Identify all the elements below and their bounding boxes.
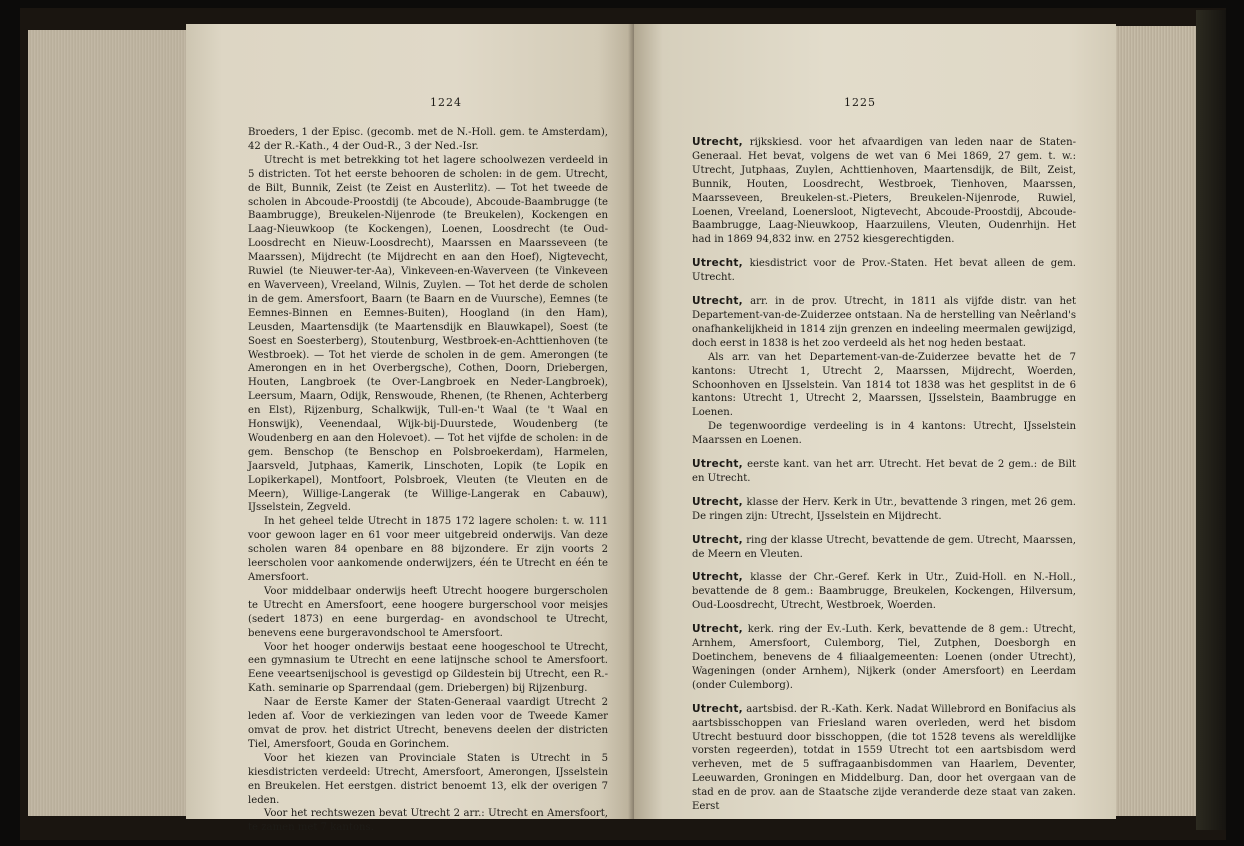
paragraph: Als arr. van het Departement-van-de-Zuiderzee bevatte het de 7 kantons: Utrecht 1, Utrecht 2, Maarssen, Mijdrecht, Woerden, Schoonhoven en IJsselstein. Van 1814 tot 1838 was het gesplitst in de 6 kantons: Utrecht 1, Utrecht 2, Maarssen, IJsselstein, Baambrugge en Loenen. <box>692 351 1076 419</box>
dictionary-entry <box>692 295 1076 351</box>
paragraph: Voor het kiezen van Provinciale Staten is Utrecht in 5 kiesdistricten verdeeld: Utrecht, Amersfoort, Amerongen, IJsselstein en Breukelen. Het eerstgen. district benoemt 13, elk der overigen 7 leden. <box>248 752 608 806</box>
left-page-text <box>248 126 608 835</box>
entry-headword: Utrecht, <box>692 702 743 715</box>
entry-text: kerk. ring der Ev.-Luth. Kerk, bevattende de 8 gem.: Utrecht, Arnhem, Amersfoort, Culemborg, Tiel, Zutphen, Doesborgh en Doetinchem, benevens de 4 filiaalgemeenten: Loenen (onder Utrecht), Wageningen (onder Arnhem), Nijkerk (onder Amersfoort) en Leerdam (onder Culemborg). <box>692 624 1076 691</box>
entry-text: eerste kant. van het arr. Utrecht. Het bevat de 2 gem.: de Bilt en Utrecht. <box>692 459 1076 484</box>
entry-headword: Utrecht, <box>692 136 743 148</box>
entry-headword: Utrecht, <box>692 533 743 546</box>
dictionary-entry <box>692 458 1076 486</box>
entry-text: ring der klasse Utrecht, bevattende de gem. Utrecht, Maarssen, de Meern en Vleuten. <box>692 534 1076 560</box>
page-number: 1224 <box>430 96 462 109</box>
paragraph: De tegenwoordige verdeeling is in 4 kantons: Utrecht, IJsselstein Maarssen en Loenen. <box>692 421 1076 447</box>
entry-text: rijkskiesd. voor het afvaardigen van leden naar de Staten-Generaal. Het bevat, volgens de wet van 6 Mei 1869, 27 gem. t. w.: Utrecht, Jutphaas, Zuylen, Achttienhoven, Maartensdijk, de Bilt, Zeist, Bunnik, Houten, Loosdrecht, Westbroek, Tienhoven, Maarssen, Maarsseveen, Breukelen-st.-Pieters, Breukelen-Nijenrode, Ruwiel, Loenen, Vreeland, Loenersloot, Nigtevecht, Abcoude-Proostdij, Abcoude-Baambrugge, Laag-Nieuwkoop, Haarzuilens, Vleuten, Oudenrhijn. Het had in 1869 94,832 inw. en 2752 kiesgerechtigden. <box>692 137 1076 246</box>
entry-text: kiesdistrict voor de Prov.-Staten. Het bevat alleen de gem. Utrecht. <box>692 258 1076 284</box>
paragraph: Naar de Eerste Kamer der Staten-Generaal vaardigt Utrecht 2 leden af. Voor de verkiezingen van leden voor de Tweede Kamer omvat de prov. het district Utrecht, benevens deelen der districten Tiel, Amersfoort, Gouda en Gorinchem. <box>248 697 608 750</box>
entry-text: klasse der Chr.-Geref. Kerk in Utr., Zuid-Holl. en N.-Holl., bevattende de 8 gem.: Baambrugge, Breukelen, Kockengen, Hilversum, Oud-Loosdrecht, Utrecht, Westbroek, Woerden. <box>692 572 1076 612</box>
right-page-text <box>692 136 1076 814</box>
dictionary-entry <box>692 703 1076 814</box>
paragraph: In het geheel telde Utrecht in 1875 172 lagere scholen: t. w. 111 voor gewoon lager en 61 voor meer uitgebreid onderwijs. Van deze scholen waren 84 openbare en 88 bijzondere. Er zijn voorts 2 leerscholen voor aankomende onderwijzers, één te Utrecht en één te Amersfoort. <box>248 516 608 583</box>
paragraph: Voor middelbaar onderwijs heeft Utrecht hoogere burgerscholen te Utrecht en Amersfoort, eene hoogere burgerschool voor meisjes (sedert 1873) en eene burgerdag- en avondschool te Utrecht, benevens eene burgeravondschool te Amersfoort. <box>248 585 608 639</box>
dictionary-entry <box>692 534 1076 562</box>
entry-headword: Utrecht, <box>692 295 743 308</box>
dictionary-entry <box>692 623 1076 693</box>
dictionary-entry <box>692 571 1076 613</box>
entry-headword: Utrecht, <box>692 571 743 584</box>
entry-text: arr. in de prov. Utrecht, in 1811 als vijfde distr. van het Departement-van-de-Zuiderzee ontstaan. Na de herstelling van Neêrland's onafhankelijkheid in 1814 zijn grenzen en indeeling meermalen gewijzigd, doch eerst in 1838 is het zoo verdeeld als het nog heden bestaat. <box>692 296 1076 349</box>
right-page <box>634 24 1116 819</box>
left-page <box>186 24 634 834</box>
entry-headword: Utrecht, <box>692 495 743 508</box>
entry-headword: Utrecht, <box>692 257 743 270</box>
book-cover-edge <box>1196 10 1226 830</box>
paragraph: Voor het rechtswezen bevat Utrecht 2 arr.: Utrecht en Amersfoort, te zamen met 7 kantons. <box>248 808 608 834</box>
dictionary-entry <box>692 136 1076 247</box>
entry-text: aartsbisd. der R.-Kath. Kerk. Nadat Willebrord en Bonifacius als aartsbisschoppen van Friesland waren overleden, werd het bisdom Utrecht bestuurd door bisschoppen, (die tot 1528 tevens als wereldlijke vorsten regeerden), totdat in 1559 Utrecht tot een aartsbisdom werd verheven, met de 5 suffragaanbisdommen van Haarlem, Deventer, Leeuwarden, Groningen en Middelburg. Dan, door het overgaan van de stad en de prov. aan de Staatsche zijde veranderde deze staat van zaken. Eerst <box>692 703 1076 813</box>
dictionary-entry <box>692 496 1076 524</box>
paragraph: Broeders, 1 der Episc. (gecomb. met de N.-Holl. gem. te Amsterdam), 42 der R.-Kath., 4 der Oud-R., 3 der Ned.-Isr. <box>248 127 608 152</box>
entry-headword: Utrecht, <box>692 458 743 471</box>
entry-text: klasse der Herv. Kerk in Utr., bevattende 3 ringen, met 26 gem. De ringen zijn: Utrecht, IJsselstein en Mijdrecht. <box>692 496 1076 522</box>
left-page-edges <box>28 30 198 816</box>
paragraph: Voor het hooger onderwijs bestaat eene hoogeschool te Utrecht, een gymnasium te Utrecht en eene latijnsche school te Amersfoort. Eene veeartsenijschool is gevestigd op Gildestein bij Utrecht, een R.-Kath. seminarie op Sparrendaal (gem. Driebergen) bij Rijzenburg. <box>248 641 608 695</box>
page-number: 1225 <box>844 96 876 109</box>
dictionary-entry <box>692 257 1076 285</box>
paragraph: Utrecht is met betrekking tot het lagere schoolwezen verdeeld in 5 districten. Tot het eerste behooren de scholen: in de gem. Utrecht, de Bilt, Bunnik, Zeist (te Zeist en Austerlitz). — Tot het tweede de scholen in Abcoude-Proostdij (te Abcoude), Abcoude-Baambrugge (te Baambrugge), Breukelen-Nijenrode (te Breukelen), Kockengen en Laag-Nieuwkoop (te Kockengen), Loenen, Loosdrecht (te Oud-Loosdrecht en Nieuw-Loosdrecht), Maarssen en Maarsseveen (te Maarssen), Mijdrecht (te Mijdrecht en aan den Hoef), Nigtevecht, Ruwiel (te Nieuwer-ter-Aa), Vinkeveen-en-Waverveen (te Vinkeveen en Waverveen), Vreeland, Wilnis, Zuylen. — Tot het derde de scholen in de gem. Amersfoort, Baarn (te Baarn en de Vuursche), Eemnes (te Eemnes-Binnen en Eemnes-Buiten), Hoogland (in den Ham), Leusden, Maartensdijk (te Maartensdijk en Blauwkapel), Soest (te Soest en Soesterberg), Stoutenburg, Westbroek-en-Achttienhoven (te Westbroek). — Tot het vierde de scholen in de gem. Amerongen (te Amerongen en in het Overbergsche), Cothen, Doorn, Driebergen, Houten, Langbroek (te Over-Langbroek en Neder-Langbroek), Leersum, Maarn, Odijk, Renswoude, Rhenen, (te Rhenen, Achterberg en Elst), Rijzenburg, Schalkwijk, Tull-en-'t Waal (te 't Waal en Honswijk), Veenendaal, Wijk-bij-Duurstede, Woudenberg (te Woudenberg en aan den Holevoet). — Tot het vijfde de scholen: in de gem. Benschop (te Benschop en Polsbroekerdam), Harmelen, Jaarsveld, Jutphaas, Kamerik, Linschoten, Lopik (te Lopik en Lopikerkapel), Montfoort, Polsbroek, Vleuten (te Vleuten en de Meern), Willige-Langerak (te Willige-Langerak en Cabauw), IJsselstein, Zegveld. <box>248 154 608 514</box>
entry-headword: Utrecht, <box>692 623 743 636</box>
